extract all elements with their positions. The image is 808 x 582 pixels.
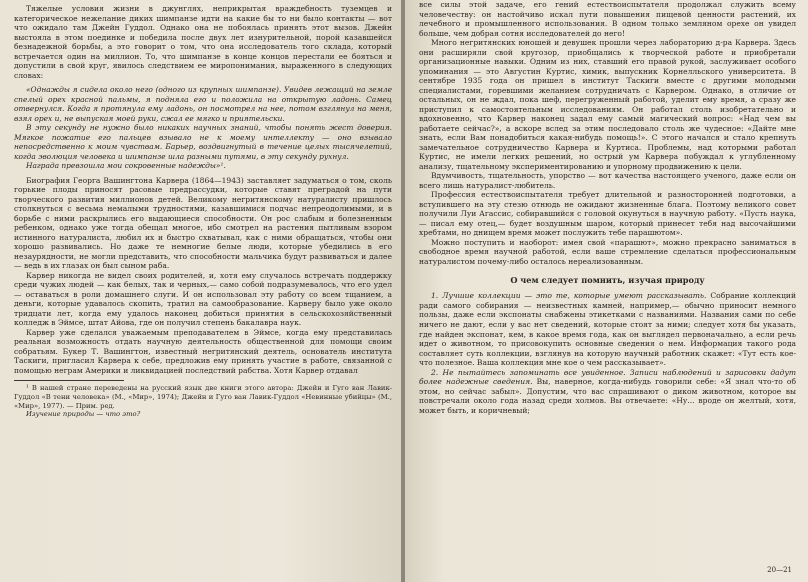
footnote-rule bbox=[14, 380, 124, 381]
quote-paragraph-1: «Однажды я сидела около него (одного из крупных шимпанзе). Увидев лежащий на земле спелый орех красной пальмы, я подняла его и положила на открытую ладонь. Самец отвернулся. Когда я протянула ему ладонь, он посмотрел на нее, потом взглянул на меня, взял орех и, не выпуская моей руки, сжал ее мягко и приятельски. bbox=[14, 85, 392, 123]
footnotes bbox=[14, 384, 392, 418]
right-paragraph-2: Много негритянских юношей и девушек прошли через лабораторию д-ра Карвера. Здесь они расширяли свой кругозор, приобщались к творческой работе и приобретали организационные навыки. Одним из них, ставший его правой рукой, заслуживает особого упоминания — это Августин Куртис, химик, выпускник Корнелльского университета. В сентябре 1935 года он пришел в институт Таскиги вместе с другими молодыми специалистами, горевшими желанием сотрудничать с Карвером. Однако, в отличие от остальных, он не ждал, пока шеф, перегруженный работой, уделит ему время, а сразу же приступил к самостоятельным исследованиям. Он работал столь изобретательно и вдохновенно, что Карвер наконец задал ему самый магический вопрос: «Над чем вы работаете сейчас?», а вскоре вслед за этим последовало столь же чудесное: «Дайте мне знать, если Вам понадобиться какая-нибудь помощь!». С этого начался и стало крепнуть замечательное сотрудничество Карвера и Куртиса. Проблемы, над которыми работал Куртис, не имели легких решений, но острый ум Карвера побуждал к углубленному анализу, тщательному экспериментированию и упорному продвижению к цели. bbox=[419, 38, 796, 171]
left-paragraph-4: Карвер уже сделался уважаемым преподавателем в Эймсе, когда ему представилась реальная возможность отдать научную деятельность общественной для помощи своим собратьям. Букер Т. Вашингтон, известный негритянский деятель, основатель института Таскиги, пригласил Карвера к себе, предложив ему принять участие в работе, связанной с помощью неграм Америки и ликвидацией последствий рабства. Хотя Карвер отдавал bbox=[14, 327, 392, 375]
jane-goodall-quote bbox=[14, 85, 392, 171]
running-footer: Изучение природы — что это? bbox=[26, 410, 141, 419]
left-page bbox=[0, 0, 402, 582]
page-numbers: 20—21 bbox=[767, 566, 792, 574]
tip-1-body: Собрание коллекций ради самого собирания — неизвестных камней, например,— обычно приносит немного пользы, даже если экспонаты снабжены этикетками с названиями. Названия сами по себе ничего не дают, если у вас нет сведений, которые стоят за ними; следует хотя бы указать, где найден экспонат, кем, в какое время года, как он выглядел первоначально, а если речь идет о животном, то присовокупить основные сведения о нем. Информация такого рода составляет суть коллекции, взглянув на которую научный работник скажет: «Тут есть кое-что полезное. Ваша коллекция мне кое о чем рассказывает». bbox=[419, 291, 796, 368]
left-paragraph-3: Карвер никогда не видел своих родителей, и, хотя ему случалось встречать поддержку среди чужих людей — как белых, так и черных,— само собой подразумевалось, что его удел — оставаться в роли домашнего слуги. И он использовал эту работу со всем тщанием, а деньги, которые удавалось скопить, тратил на самообразование. Карверу было уже около тридцати лет, когда ему удалось наконец добиться принятия в сельскохозяйственный колледж в Эймсе, штат Айова, где он получил степень бакалавра наук. bbox=[14, 270, 392, 328]
tip-1 bbox=[419, 291, 796, 367]
right-paragraph-1: все силы этой задаче, его гений естествоиспытателя продолжал служить всему человечеству: он настойчиво искал пути повышения пищевой ценности растений, их лечебного и промышленного использования. В одном только земляном орехе он увидел больше, чем добрая сотня исследователей до него! bbox=[419, 0, 796, 38]
left-paragraph-2: Биография Георга Вашингтона Карвера (1864—1943) заставляет задуматься о том, сколь горькие плоды приносят расовые предрассудки, которые ставят преградой на пути творческого развития миллионов детей. Великому негритянскому натуралисту пришлось столкнуться с весьма немалыми трудностями, казавшимися подчас непреодолимыми, и в борьбе с ними раскрылись его выдающиеся способности. Он рос слабым и болезненным ребенком, однако уже тогда обещал многое, ибо смотрел на растения пытливым взором истинного натуралиста, любил их и быстро схватывал, как с ними обращаться, чтобы они хорошо развивались. Но даже те немногие белые люди, которые убедились в его незаурядности, не могли представить, что способности мальчика будут развиваться и далее — ведь в их глазах он был сыном раба. bbox=[14, 175, 392, 271]
quote-paragraph-2: В эту секунду не нужно было никаких научных знаний, чтобы понять жест доверия. Мягкое пожатие его пальцев взывало не к моему интеллекту — оно взывало непосредственно к моим чувствам. Барьер, воздвигнутый в течение целых тысячелетий, когда эволюция человека и шимпанзе шла разными путями, в эту секунду рухнул. bbox=[14, 123, 392, 161]
quote-paragraph-3: Награда превзошла мои сокровенные надежды»¹. bbox=[26, 161, 226, 171]
right-paragraph-5: Можно поступить и наоборот: имея свой «парашют», можно прекрасно заниматься в свободное время научной работой, если ваше стремление сделаться профессиональным натуралистом почему-либо осталось нереализованным. bbox=[419, 237, 796, 266]
tip-1-lead: 1. Лучшие коллекции — это те, которые умеют рассказывать. bbox=[431, 291, 707, 301]
tip-2-lead: 2. Не пытайтесь запоминать все увиденное. Записи наблюдений и зарисовки дадут более надежные сведения. bbox=[419, 367, 796, 387]
tip-2-body: Вы, наверное, когда-нибудь говорили себе: «Я знал что-то об этом, но сейчас забыл». Допустим, что вас спрашивают о диком животном, которое вы повстречали около года назад среди холмов. Вы отвечаете: «Ну... вроде он желтый, хотя, может быть, и коричневый; bbox=[419, 377, 796, 415]
right-paragraph-4: Профессия естествоиспытателя требует длительной и разносторонней подготовки, а вступившего на эту стезю отнюдь не ожидают жизненные блага. Поэтому великого совет получили Луи Агассис, собиравшийся с головой окунуться в научную работу. «Пусть наука,— писал ему отец,— будет воздушным шаром, который принесет тебя над высочайшими хребтами, но днищем время может послужить тебе парашютом». bbox=[419, 190, 796, 238]
footnote-1: ¹ В нашей стране переведены на русский язык две книги этого автора: Джейн и Гуго ван Лавик-Гуддол «В тени человека» (М., «Мир», 1974); Джейн и Гуго ван Лавик-Гуддол «Невинные убийцы» (М., «Мир», 1977). — Прим. ред. bbox=[14, 384, 392, 410]
tip-2 bbox=[419, 368, 796, 416]
left-paragraph-1: Тяжелые условия жизни в джунглях, неприкрытая враждебность туземцев и категорическое нежелание диких шимпанзе идти на какие бы то ни было контакты — вот что ожидало там Джейн Гуддол. Однако она не побоялась принять этот вызов. Джейн выстояла в этом поединке и победила после двух лет изнурительной, порой казавшейся безнадежной борьбы, а это говорит о том, что она исследователь того склада, который встречается один на миллион. То, что шимпанзе в конце концов перестали ее бояться и допустили в свой круг, явилось следствием ее миропонимания, выраженного в следующих словах: bbox=[14, 4, 392, 80]
right-paragraph-3: Вдумчивость, тщательность, упорство — вот качества настоящего ученого, даже если он всего лишь натуралист-любитель. bbox=[419, 171, 796, 190]
right-page bbox=[405, 0, 808, 582]
section-title: О чем следует помнить, изучая природу bbox=[510, 275, 705, 286]
